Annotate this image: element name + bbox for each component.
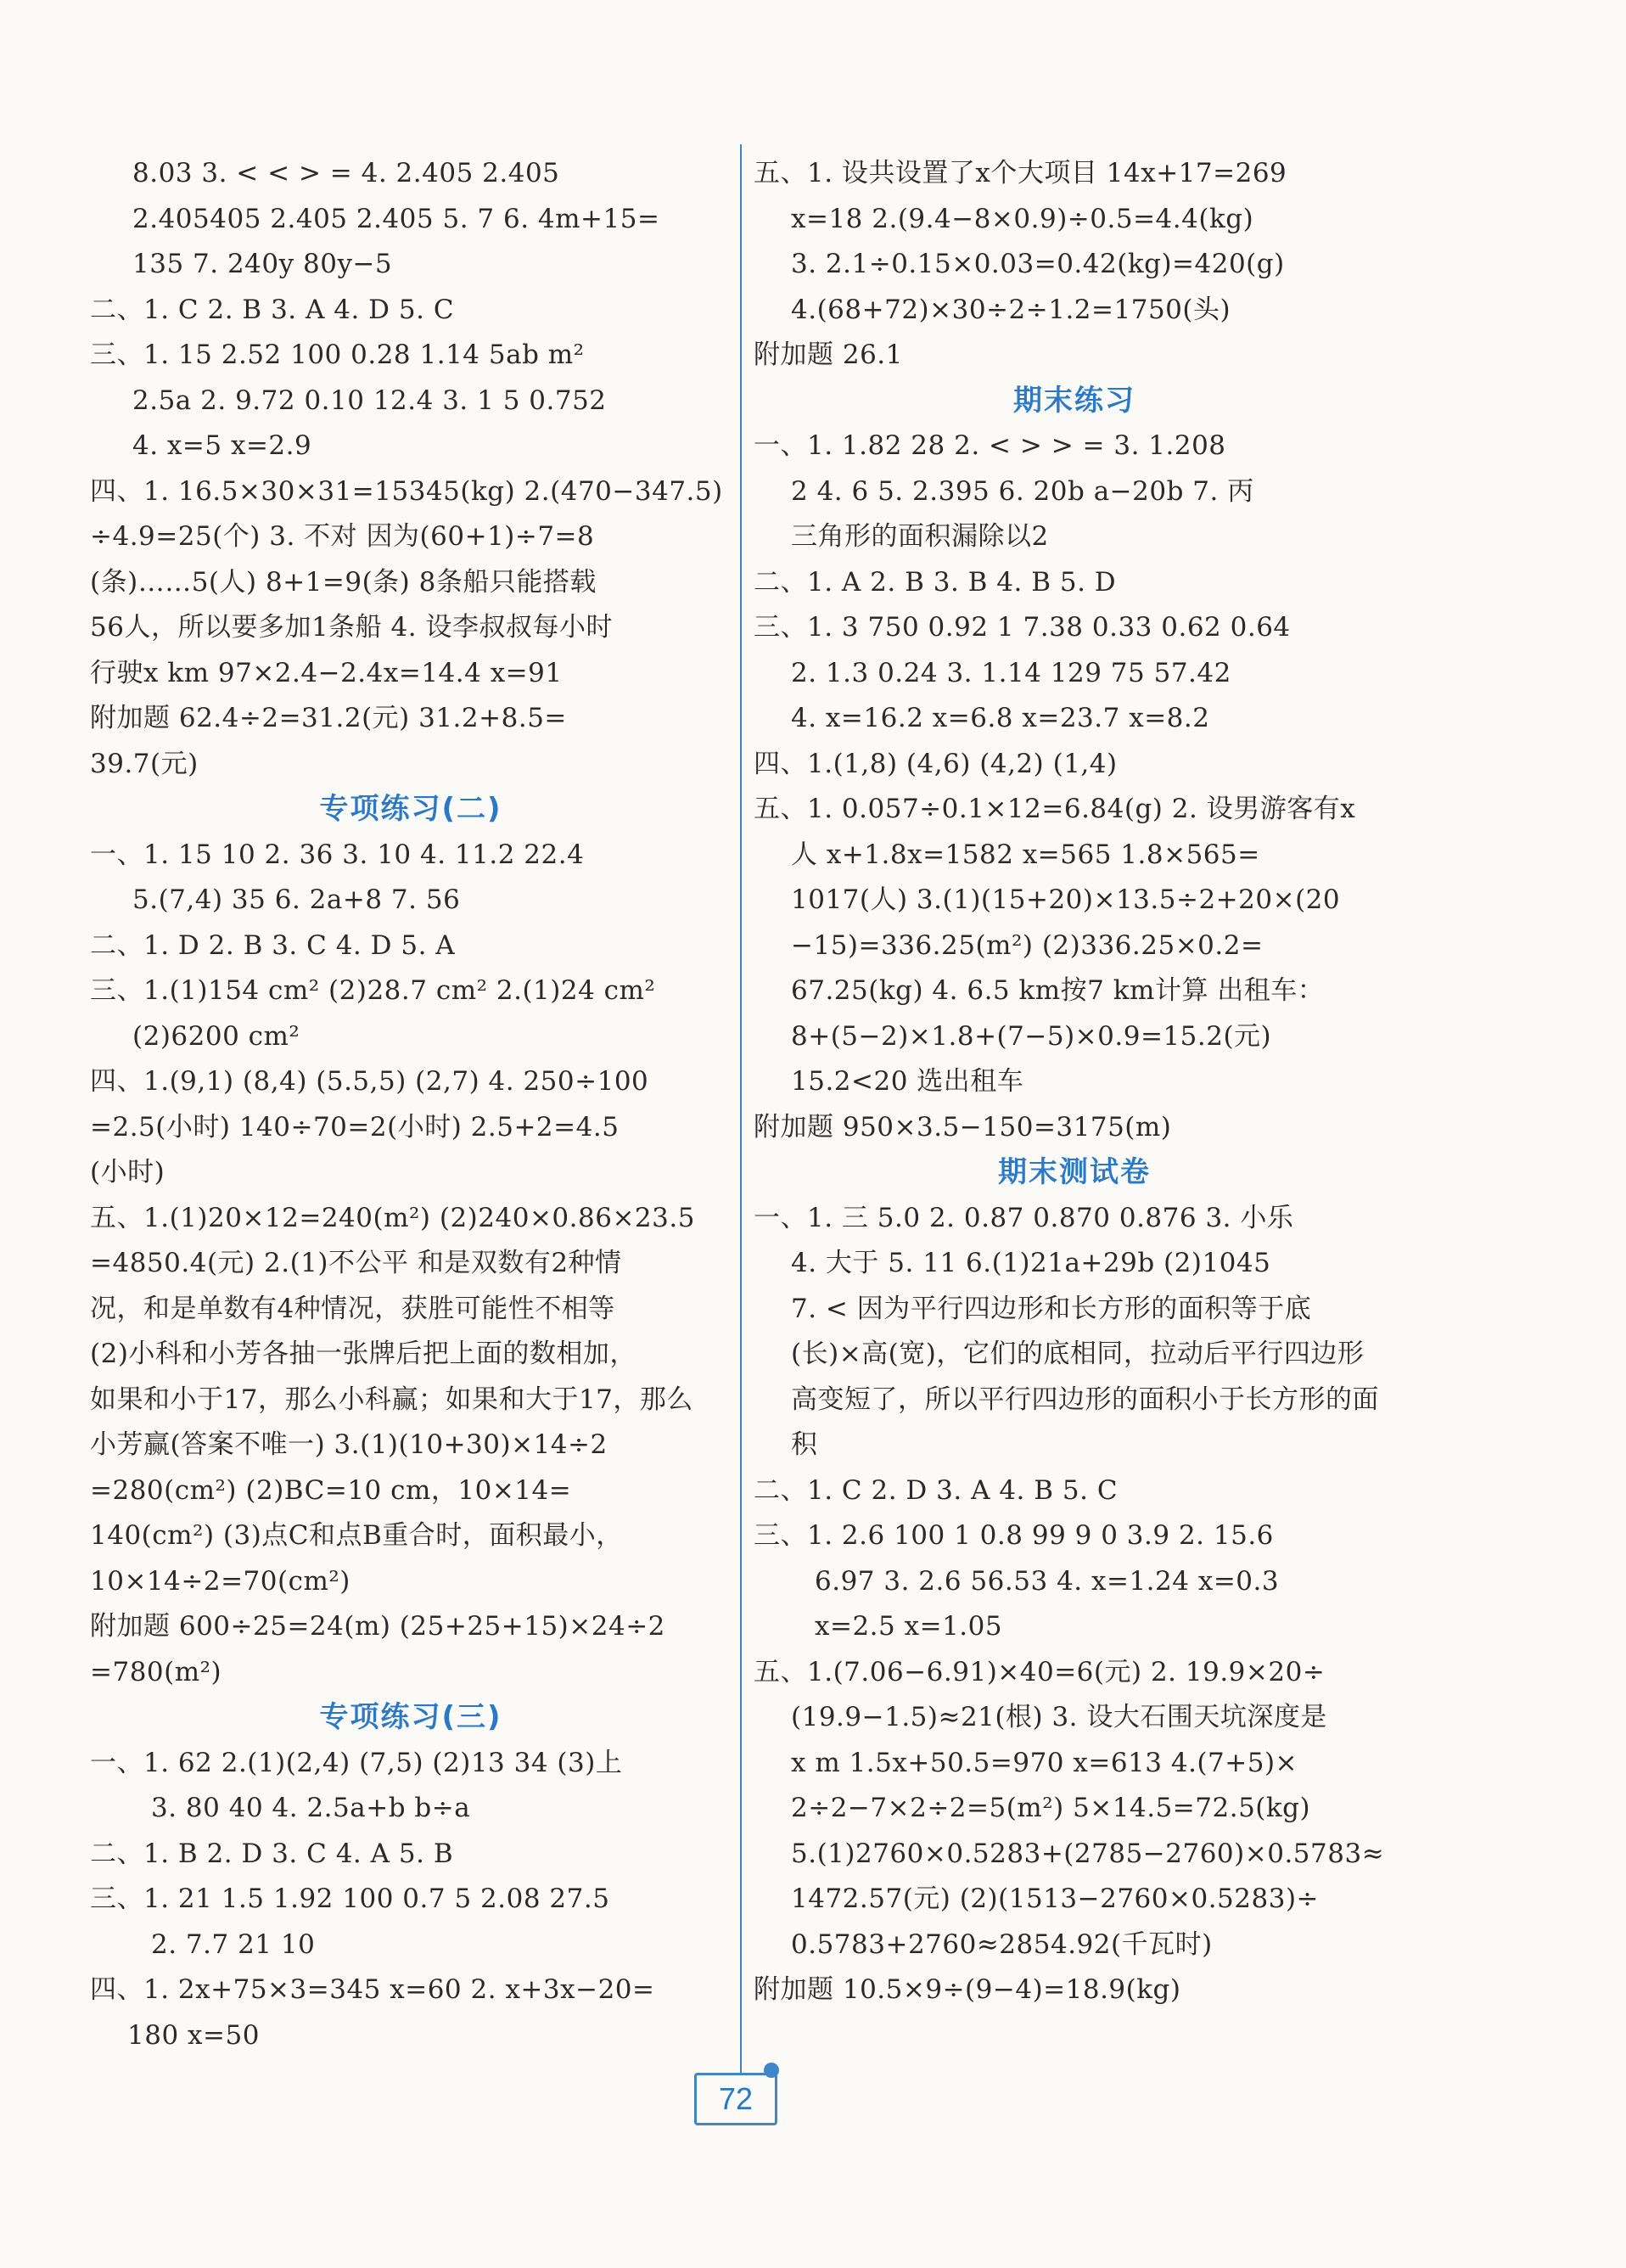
answer-line: 4. x=16.2 x=6.8 x=23.7 x=8.2	[791, 703, 1210, 733]
answer-line: 2. 1.3 0.24 3. 1.14 129 75 57.42	[791, 657, 1231, 688]
answer-line: 附加题 62.4÷2=31.2(元) 31.2+8.5=	[90, 703, 567, 733]
answer-line: 三、1. 21 1.5 1.92 100 0.7 5 2.08 27.5	[90, 1883, 610, 1914]
answer-line: 五、1. 0.057÷0.1×12=6.84(g) 2. 设男游客有x	[754, 794, 1356, 824]
answer-line: 2.5a 2. 9.72 0.10 12.4 3. 1 5 0.752	[132, 385, 607, 416]
answer-line: 135 7. 240y 80y−5	[132, 249, 393, 279]
answer-line: 3. 2.1÷0.15×0.03=0.42(kg)=420(g)	[791, 249, 1285, 279]
answer-line: (2)小科和小芳各抽一张牌后把上面的数相加，	[90, 1339, 636, 1369]
answer-line: 如果和小于17，那么小科赢；如果和大于17，那么	[90, 1384, 693, 1415]
answer-line: 4. 大于 5. 11 6.(1)21a+29b (2)1045	[791, 1248, 1271, 1278]
answer-line: 三、1. 2.6 100 1 0.8 99 9 0 3.9 2. 15.6	[754, 1520, 1274, 1551]
answer-line: (条)……5(人) 8+1=9(条) 8条船只能搭载	[90, 566, 597, 598]
column-divider	[740, 144, 742, 2097]
answer-line: 附加题 950×3.5−150=3175(m)	[754, 1111, 1172, 1142]
answer-line: 况，和是单数有4种情况，获胜可能性不相等	[90, 1293, 615, 1324]
answer-line: 56人，所以要多加1条船 4. 设李叔叔每小时	[90, 612, 613, 643]
answer-line: 1472.57(元) (2)(1513−2760×0.5283)÷	[791, 1883, 1320, 1914]
answer-line: 二、1. B 2. D 3. C 4. A 5. B	[90, 1838, 454, 1869]
answer-line: 三角形的面积漏除以2	[791, 521, 1049, 552]
answer-line: 行驶x km 97×2.4−2.4x=14.4 x=91	[90, 657, 563, 688]
answer-line: 人 x+1.8x=1582 x=565 1.8×565=	[791, 839, 1260, 870]
answer-line: (2)6200 cm²	[132, 1020, 300, 1052]
answer-line: 4. x=5 x=2.9	[132, 430, 312, 461]
answer-line: 2 4. 6 5. 2.395 6. 20b a−20b 7. 丙	[791, 475, 1254, 507]
page-number: 72	[694, 2073, 777, 2125]
answer-line: 三、1.(1)154 cm² (2)28.7 cm² 2.(1)24 cm²	[90, 975, 656, 1006]
answer-line: 67.25(kg) 4. 6.5 km按7 km计算 出租车：	[791, 975, 1325, 1006]
answer-line: 附加题 26.1	[754, 340, 903, 370]
answer-line: 小芳赢(答案不唯一) 3.(1)(10+30)×14÷2	[90, 1429, 608, 1460]
right-column	[754, 151, 1395, 2013]
answer-line: 一、1. 62 2.(1)(2,4) (7,5) (2)13 34 (3)上	[90, 1747, 623, 1778]
answer-line: 高变短了，所以平行四边形的面积小于长方形的面	[791, 1384, 1379, 1415]
answer-line: (小时)	[90, 1157, 165, 1187]
answer-line: 二、1. A 2. B 3. B 4. B 5. D	[754, 566, 1117, 598]
answer-line: 8.03 3. < < > = 4. 2.405 2.405	[132, 158, 560, 188]
answer-line: 5.(7,4) 35 6. 2a+8 7. 56	[132, 884, 461, 915]
answer-line: 15.2<20 选出租车	[791, 1066, 1024, 1097]
answer-line: 140(cm²) (3)点C和点B重合时，面积最小，	[90, 1520, 623, 1551]
answer-line: 39.7(元)	[90, 748, 199, 779]
answer-line: =280(cm²) (2)BC=10 cm，10×14=	[90, 1474, 572, 1506]
answer-line: 附加题 10.5×9÷(9−4)=18.9(kg)	[754, 1974, 1181, 2005]
answer-line: 三、1. 15 2.52 100 0.28 1.14 5ab m²	[90, 340, 585, 370]
answer-line: =780(m²)	[90, 1656, 222, 1687]
answer-line: 1017(人) 3.(1)(15+20)×13.5÷2+20×(20	[791, 884, 1341, 915]
answer-line: x m 1.5x+50.5=970 x=613 4.(7+5)×	[791, 1747, 1298, 1778]
answer-line: 10×14÷2=70(cm²)	[90, 1565, 350, 1597]
answer-line: 5.(1)2760×0.5283+(2785−2760)×0.5783≈	[791, 1838, 1385, 1869]
answer-line: 四、1. 16.5×30×31=15345(kg) 2.(470−347.5)	[90, 475, 723, 507]
left-column	[90, 151, 732, 2058]
answer-line: =2.5(小时) 140÷70=2(小时) 2.5+2=4.5	[90, 1111, 620, 1142]
answer-line: 五、1. 设共设置了x个大项目 14x+17=269	[754, 158, 1287, 188]
answer-line: 2. 7.7 21 10	[151, 1928, 316, 1960]
answer-line: 一、1. 三 5.0 2. 0.87 0.870 0.876 3. 小乐	[754, 1202, 1294, 1233]
section-heading: 期末练习	[1013, 383, 1135, 418]
answer-line: 2÷2−7×2÷2=5(m²) 5×14.5=72.5(kg)	[791, 1793, 1311, 1823]
answer-line: 四、1.(1,8) (4,6) (4,2) (1,4)	[754, 748, 1118, 779]
answer-line: 四、1. 2x+75×3=345 x=60 2. x+3x−20=	[90, 1974, 655, 2005]
answer-line: 五、1.(7.06−6.91)×40=6(元) 2. 19.9×20÷	[754, 1656, 1326, 1687]
answer-line: x=18 2.(9.4−8×0.9)÷0.5=4.4(kg)	[791, 203, 1254, 234]
answer-line: 三、1. 3 750 0.92 1 7.38 0.33 0.62 0.64	[754, 612, 1291, 643]
section-heading: 专项练习(二)	[319, 792, 502, 826]
answer-line: (19.9−1.5)≈21(根) 3. 设大石围天坑深度是	[791, 1702, 1327, 1732]
answer-line: 二、1. D 2. B 3. C 4. D 5. A	[90, 929, 456, 961]
answer-line: 7. < 因为平行四边形和长方形的面积等于底	[791, 1293, 1312, 1324]
answer-line: x=2.5 x=1.05	[815, 1611, 1003, 1642]
answer-line: =4850.4(元) 2.(1)不公平 和是双数有2种情	[90, 1248, 622, 1278]
answer-line: 四、1.(9,1) (8,4) (5.5,5) (2,7) 4. 250÷100	[90, 1066, 649, 1097]
answer-line: (长)×高(宽)，它们的底相同，拉动后平行四边形	[791, 1339, 1365, 1369]
answer-line: 2.405405 2.405 2.405 5. 7 6. 4m+15=	[132, 203, 660, 234]
answer-line: 3. 80 40 4. 2.5a+b b÷a	[151, 1793, 471, 1823]
answer-line: 4.(68+72)×30÷2÷1.2=1750(头)	[791, 294, 1231, 325]
answer-line: 一、1. 1.82 28 2. < > > = 3. 1.208	[754, 430, 1226, 461]
answer-line: 附加题 600÷25=24(m) (25+25+15)×24÷2	[90, 1611, 665, 1642]
answer-line: −15)=336.25(m²) (2)336.25×0.2=	[791, 929, 1264, 961]
answer-line: 一、1. 15 10 2. 36 3. 10 4. 11.2 22.4	[90, 839, 585, 870]
apple-icon	[764, 2063, 779, 2078]
answer-line: 二、1. C 2. D 3. A 4. B 5. C	[754, 1474, 1119, 1506]
answer-line: 6.97 3. 2.6 56.53 4. x=1.24 x=0.3	[815, 1565, 1280, 1597]
answer-line: 积	[791, 1429, 818, 1460]
section-heading: 期末测试卷	[998, 1155, 1151, 1189]
answer-line: 180 x=50	[127, 2019, 260, 2051]
answer-line: 二、1. C 2. B 3. A 4. D 5. C	[90, 294, 455, 325]
answer-line: 0.5783+2760≈2854.92(千瓦时)	[791, 1928, 1213, 1960]
answer-line: 8+(5−2)×1.8+(7−5)×0.9=15.2(元)	[791, 1020, 1272, 1052]
section-heading: 专项练习(三)	[319, 1700, 502, 1734]
answer-line: ÷4.9=25(个) 3. 不对 因为(60+1)÷7=8	[90, 521, 595, 552]
answer-line: 五、1.(1)20×12=240(m²) (2)240×0.86×23.5	[90, 1202, 695, 1233]
